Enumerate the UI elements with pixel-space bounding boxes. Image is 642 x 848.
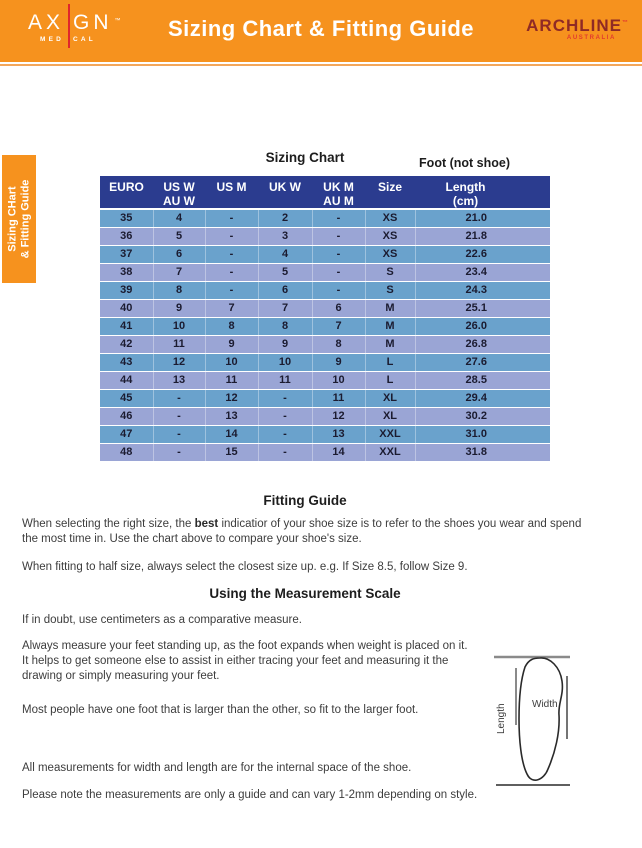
table-cell: - (153, 426, 205, 444)
table-cell: 25.1 (415, 300, 550, 318)
column-header: US M (205, 176, 258, 209)
table-cell: 6 (312, 300, 365, 318)
length-label: Length (496, 703, 507, 734)
table-cell: 8 (205, 318, 258, 336)
table-row (100, 209, 550, 228)
foot-not-shoe-label: Foot (not shoe) (419, 156, 510, 170)
column-header: Size (365, 176, 415, 209)
table-row (100, 444, 550, 462)
table-cell: XXL (365, 426, 415, 444)
fitting-guide-paragraph-1: When selecting the right size, the best indicatior of your shoe size is to refer to the shoes you wear and spend the most time in. Use the chart above to compare your shoe's size. (22, 518, 582, 545)
table-cell: 40 (100, 300, 153, 318)
table-cell: - (258, 390, 312, 408)
archline-brand: ARCHLINE ™ (526, 16, 629, 35)
table-cell: 7 (312, 318, 365, 336)
table-cell: 12 (153, 354, 205, 372)
table-cell: - (205, 209, 258, 228)
table-row (100, 426, 550, 444)
table-cell: 41 (100, 318, 153, 336)
table-row (100, 408, 550, 426)
column-header: US W AU W (153, 176, 205, 209)
table-cell: 6 (153, 246, 205, 264)
table-cell: 36 (100, 228, 153, 246)
table-cell: 14 (312, 444, 365, 462)
table-cell: 9 (205, 336, 258, 354)
table-cell: 45 (100, 390, 153, 408)
table-cell: 4 (258, 246, 312, 264)
table-cell: 42 (100, 336, 153, 354)
table-cell: S (365, 264, 415, 282)
axign-sub-left: MED (39, 36, 65, 43)
table-cell: - (312, 209, 365, 228)
table-cell: 39 (100, 282, 153, 300)
table-cell: 3 (258, 228, 312, 246)
sizing-table-head-row (100, 176, 550, 209)
column-header: UK M AU M (312, 176, 365, 209)
table-cell: - (258, 408, 312, 426)
table-cell: 5 (258, 264, 312, 282)
table-cell: 26.0 (415, 318, 550, 336)
measurement-paragraph-3: Most people have one foot that is larger than the other, so fit to the larger foot. (22, 704, 419, 716)
archline-trademark: ™ (622, 20, 629, 26)
table-row (100, 336, 550, 354)
table-cell: 11 (205, 372, 258, 390)
table-row (100, 246, 550, 264)
table-cell: L (365, 354, 415, 372)
table-cell: 13 (205, 408, 258, 426)
table-cell: - (205, 282, 258, 300)
table-cell: 43 (100, 354, 153, 372)
side-tab-label: Sizing CHart & Fitting Guide (6, 179, 32, 259)
axign-trademark: ™ (114, 18, 121, 24)
table-cell: XS (365, 246, 415, 264)
page-title: Sizing Chart & Fitting Guide (167, 16, 475, 41)
measurement-paragraph-4: All measurements for width and length are for the internal space of the shoe. (22, 762, 412, 774)
table-cell: 28.5 (415, 372, 550, 390)
axign-red-line-icon (68, 4, 70, 48)
table-cell: 10 (205, 354, 258, 372)
table-cell: 12 (312, 408, 365, 426)
table-cell: - (205, 264, 258, 282)
measurement-paragraph-5: Please note the measurements are only a guide and can vary 1-2mm depending on style. (22, 789, 478, 801)
table-cell: 5 (153, 228, 205, 246)
table-cell: 10 (312, 372, 365, 390)
table-cell: 47 (100, 426, 153, 444)
table-cell: 10 (258, 354, 312, 372)
table-cell: - (312, 282, 365, 300)
table-cell: 29.4 (415, 390, 550, 408)
table-cell: XS (365, 228, 415, 246)
width-label: Width (532, 699, 558, 710)
sizing-table (100, 176, 550, 462)
table-cell: 9 (153, 300, 205, 318)
header-banner (0, 0, 642, 62)
table-cell: 14 (205, 426, 258, 444)
table-cell: 21.0 (415, 209, 550, 228)
table-cell: 7 (258, 300, 312, 318)
table-cell: 12 (205, 390, 258, 408)
table-cell: - (205, 246, 258, 264)
table-cell: 8 (312, 336, 365, 354)
table-cell: - (258, 426, 312, 444)
table-cell: 24.3 (415, 282, 550, 300)
table-cell: 9 (312, 354, 365, 372)
table-cell: 30.2 (415, 408, 550, 426)
table-cell: 2 (258, 209, 312, 228)
sizing-chart-title: Sizing Chart (265, 150, 345, 165)
table-cell: - (258, 444, 312, 462)
table-cell: 22.6 (415, 246, 550, 264)
banner-divider (0, 64, 642, 66)
sizing-table-body (100, 209, 550, 462)
fitting-guide-title: Fitting Guide (263, 493, 347, 508)
table-cell: 6 (258, 282, 312, 300)
table-cell: 8 (153, 282, 205, 300)
table-row (100, 372, 550, 390)
table-cell: 35 (100, 209, 153, 228)
table-row (100, 390, 550, 408)
measurement-scale-title: Using the Measurement Scale (209, 586, 401, 601)
axign-brand-right: GN ™ (73, 11, 121, 34)
table-row (100, 318, 550, 336)
table-cell: 38 (100, 264, 153, 282)
table-cell: 23.4 (415, 264, 550, 282)
table-cell: - (205, 228, 258, 246)
table-cell: 37 (100, 246, 153, 264)
table-cell: 13 (312, 426, 365, 444)
table-cell: M (365, 300, 415, 318)
archline-logo (526, 16, 629, 41)
column-header: Length (cm) (415, 176, 550, 209)
table-cell: 21.8 (415, 228, 550, 246)
table-row (100, 354, 550, 372)
table-cell: 48 (100, 444, 153, 462)
table-cell: XXL (365, 444, 415, 462)
axign-medical-logo (28, 11, 121, 45)
table-cell: - (153, 408, 205, 426)
table-cell: S (365, 282, 415, 300)
table-cell: XL (365, 390, 415, 408)
table-cell: 46 (100, 408, 153, 426)
fitting-guide-paragraph-2: When fitting to half size, always select the closest size up. e.g. If Size 8.5, follow Size 9. (22, 561, 468, 573)
table-cell: XL (365, 408, 415, 426)
table-cell: - (153, 444, 205, 462)
table-cell: - (153, 390, 205, 408)
table-cell: 9 (258, 336, 312, 354)
column-header: EURO (100, 176, 153, 209)
table-cell: 31.8 (415, 444, 550, 462)
table-cell: 44 (100, 372, 153, 390)
column-header: UK W (258, 176, 312, 209)
table-cell: - (312, 246, 365, 264)
table-cell: 11 (312, 390, 365, 408)
table-cell: 26.8 (415, 336, 550, 354)
table-cell: 7 (205, 300, 258, 318)
table-cell: 10 (153, 318, 205, 336)
table-row (100, 228, 550, 246)
table-cell: 11 (258, 372, 312, 390)
table-cell: L (365, 372, 415, 390)
table-row (100, 264, 550, 282)
table-cell: M (365, 336, 415, 354)
archline-sub: AUSTRALIA (566, 35, 616, 41)
table-cell: 11 (153, 336, 205, 354)
table-cell: 15 (205, 444, 258, 462)
side-tab-sizing-chart (2, 155, 36, 283)
measurement-paragraph-1: If in doubt, use centimeters as a comparative measure. (22, 614, 302, 626)
axign-brand-left: AX (28, 11, 65, 34)
table-cell: 8 (258, 318, 312, 336)
table-cell: 4 (153, 209, 205, 228)
table-cell: - (312, 228, 365, 246)
table-cell: XS (365, 209, 415, 228)
table-cell: - (312, 264, 365, 282)
table-cell: 7 (153, 264, 205, 282)
foot-measurement-diagram (488, 646, 592, 796)
table-cell: 13 (153, 372, 205, 390)
table-row (100, 300, 550, 318)
axign-sub-right: CAL (73, 36, 96, 43)
table-cell: 27.6 (415, 354, 550, 372)
measurement-paragraph-2: Always measure your feet standing up, as the foot expands when weight is placed on it. It helps to get someone else to assist in either tracing your feet and measuring it the drawing or simply measuring your feet. (22, 640, 468, 682)
table-cell: M (365, 318, 415, 336)
table-cell: 31.0 (415, 426, 550, 444)
foot-outline-icon (519, 658, 562, 780)
table-row (100, 282, 550, 300)
